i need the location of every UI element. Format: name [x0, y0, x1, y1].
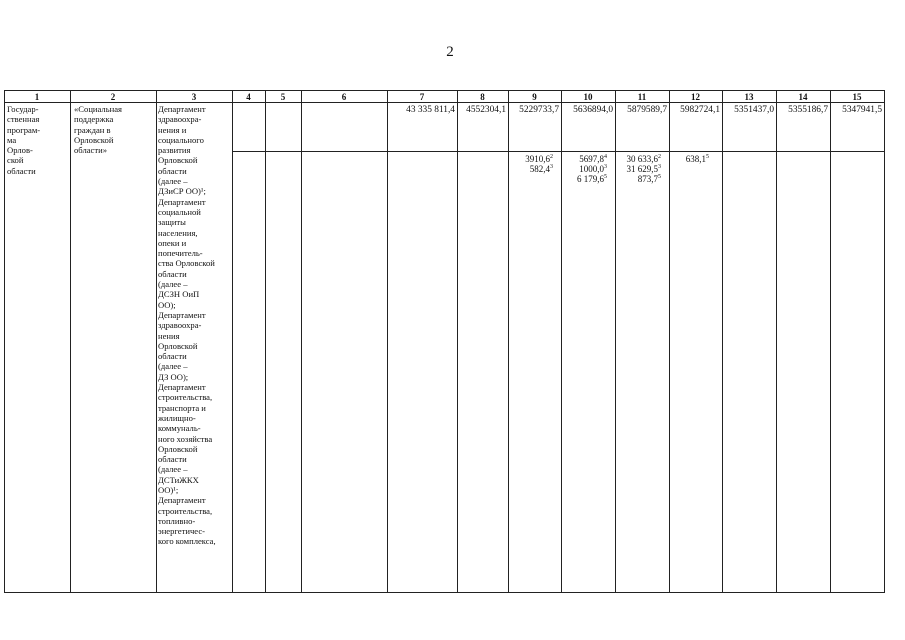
subvalue-footnote: 3	[658, 164, 661, 170]
executor-line: социальной	[158, 206, 201, 217]
subprogram-name: «Социальная поддержка граждан в Орловской области»	[74, 104, 122, 156]
executor-line: жилищно-	[158, 412, 196, 423]
executor-line: Департамент	[158, 495, 206, 506]
subvalues-c12	[669, 154, 709, 164]
column-header: 10	[583, 92, 593, 102]
subvalue-footnote: 4	[604, 154, 607, 160]
column-divider	[387, 90, 388, 593]
total-c7: 43 335 811,4	[406, 105, 455, 115]
subvalue-footnote: 2	[550, 154, 553, 160]
subvalue-amount: 1000,0	[579, 164, 604, 174]
executor-line: ДЗ ОО);	[158, 371, 189, 382]
total-c14: 5355186,7	[788, 105, 828, 115]
executor-line: ДСТиЖКХ	[158, 474, 199, 485]
executor-line: (далее –	[158, 464, 188, 475]
executor-line: Орловской	[158, 443, 198, 454]
subvalues-c9	[508, 154, 553, 174]
total-c10: 5636894,0	[573, 105, 613, 115]
executor-line: ОО)¹;	[158, 484, 179, 495]
executor-line: строительства,	[158, 505, 213, 516]
column-header: 8	[480, 92, 485, 102]
executor-line: здравоохра-	[158, 320, 202, 331]
totals-row-border	[232, 151, 884, 152]
column-header: 13	[744, 92, 754, 102]
subvalue	[615, 154, 661, 164]
executor-line: топливно-	[158, 515, 196, 526]
column-header: 9	[532, 92, 537, 102]
subvalue	[561, 174, 607, 184]
executor-line: Департамент	[158, 309, 206, 320]
executor-line: попечитель-	[158, 248, 203, 259]
column-header: 1	[34, 92, 40, 102]
executor-line: транспорта и	[158, 402, 206, 413]
subvalue	[615, 164, 661, 174]
subvalue	[508, 154, 553, 164]
executor-line: Департамент	[158, 104, 206, 114]
column-divider	[830, 90, 831, 593]
column-divider	[156, 90, 157, 593]
column-header: 2	[110, 92, 116, 102]
subvalue-footnote: 5	[706, 154, 709, 160]
executor-line: нения	[158, 330, 180, 341]
column-divider	[232, 90, 233, 593]
column-divider	[457, 90, 458, 593]
column-header: 5	[280, 92, 286, 102]
executor-line: энергетичес-	[158, 526, 206, 537]
subvalue	[508, 164, 553, 174]
total-c11: 5879589,7	[627, 105, 667, 115]
executor-line: области	[158, 351, 187, 362]
executor-line: развития	[158, 145, 191, 156]
responsible-executors	[158, 104, 232, 547]
total-c8: 4552304,1	[466, 105, 506, 115]
total-c9: 5229733,7	[519, 105, 559, 115]
column-header: 15	[852, 92, 862, 102]
subvalue	[561, 164, 607, 174]
column-header: 12	[691, 92, 700, 102]
executor-line: Орловской	[158, 155, 198, 166]
column-divider	[722, 90, 723, 593]
executor-line: области	[158, 454, 187, 465]
executor-line: защиты	[158, 217, 186, 228]
total-c15: 5347941,5	[842, 105, 882, 115]
executor-line: ства Орловской	[158, 258, 215, 269]
column-divider	[301, 90, 302, 593]
executor-line: (далее –	[158, 279, 188, 290]
executor-line: (далее –	[158, 361, 188, 372]
subvalues-c11	[615, 154, 661, 184]
column-divider	[4, 90, 5, 593]
column-header: 11	[637, 92, 647, 102]
subvalue-footnote: 3	[604, 164, 607, 170]
executor-line: населения,	[158, 227, 198, 238]
executor-line: нения и	[158, 124, 187, 135]
column-divider	[70, 90, 71, 593]
subvalue-amount: 30 633,6	[626, 154, 658, 164]
subvalue-footnote: 3	[550, 164, 553, 170]
column-divider	[669, 90, 670, 593]
executor-line: строительства,	[158, 392, 213, 403]
executor-line: Департамент	[158, 196, 206, 207]
program-name: Государ- ственная програм- ма Орлов- ской области	[7, 104, 41, 176]
total-c13: 5351437,0	[734, 105, 774, 115]
subvalue-footnote: 2	[658, 154, 661, 160]
executor-line: Орловской	[158, 340, 198, 351]
column-header: 6	[341, 92, 347, 102]
column-divider	[776, 90, 777, 593]
column-header: 3	[191, 92, 197, 102]
executor-line: области	[158, 165, 187, 176]
table-bottom-border	[4, 592, 884, 593]
subvalue-amount: 582,4	[529, 164, 550, 174]
subvalue	[669, 154, 709, 164]
executor-line: кого комплекса,	[158, 536, 216, 547]
subvalue	[615, 174, 661, 184]
subvalue-amount: 873,7	[637, 174, 658, 184]
subvalue-amount: 5697,8	[579, 154, 604, 164]
subvalue	[561, 154, 607, 164]
column-header: 4	[246, 92, 251, 102]
header-bottom-border	[4, 102, 884, 103]
column-header: 7	[419, 92, 425, 102]
table-top-border	[4, 90, 884, 91]
column-header: 14	[798, 92, 808, 102]
subvalue-amount: 3910,6	[525, 154, 550, 164]
executor-line: (далее –	[158, 176, 188, 187]
executor-line: Департамент	[158, 382, 206, 393]
subvalues-c10	[561, 154, 607, 184]
executor-line: области	[158, 268, 187, 279]
executor-line: коммуналь-	[158, 423, 201, 434]
page-number: 2	[446, 44, 454, 60]
subvalue-footnote: 5	[604, 174, 607, 180]
executor-line: ОО);	[158, 299, 176, 310]
executor-line: ДЗиСР ОО)¹;	[158, 186, 206, 197]
executor-line: социального	[158, 134, 204, 145]
subvalue-amount: 6 179,6	[577, 174, 604, 184]
executor-line: здравоохра-	[158, 114, 202, 125]
column-divider	[265, 90, 266, 593]
subvalue-footnote: 5	[658, 174, 661, 180]
executor-line: опеки и	[158, 237, 187, 248]
column-divider	[884, 90, 885, 593]
total-c12: 5982724,1	[680, 105, 720, 115]
executor-line: ного хозяйства	[158, 433, 213, 444]
subvalue-amount: 638,1	[685, 154, 706, 164]
subvalue-amount: 31 629,5	[626, 164, 658, 174]
executor-line: ДСЗН ОиП	[158, 289, 200, 300]
